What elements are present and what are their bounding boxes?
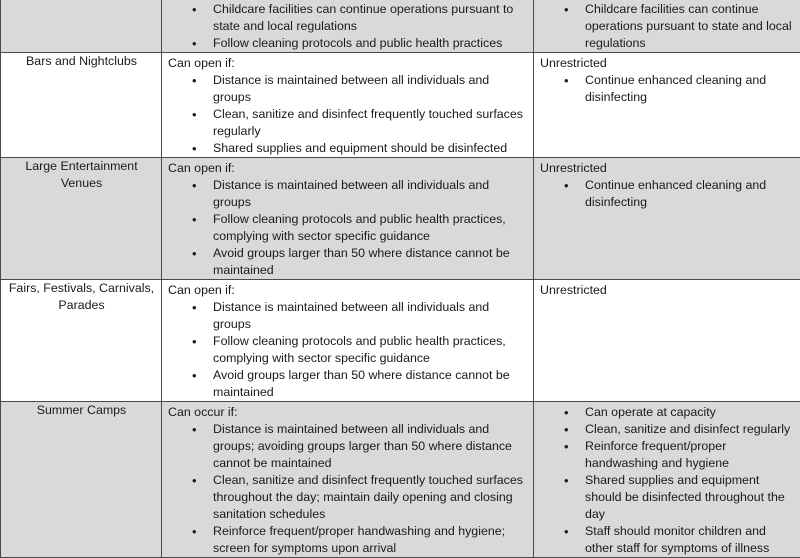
sector-cell bbox=[1, 158, 162, 280]
phase-a-list bbox=[168, 72, 528, 157]
sector-cell bbox=[1, 0, 162, 53]
phase-b-heading: Unrestricted bbox=[540, 158, 795, 177]
list-item: • Avoid groups larger than 50 where distance cannot be maintained bbox=[168, 367, 528, 401]
list-item: • Reinforce frequent/proper handwashing and hygiene; screen for symptoms upon arrival bbox=[168, 523, 528, 557]
list-item: • Continue enhanced cleaning and disinfecting bbox=[540, 72, 795, 106]
list-item: • Distance is maintained between all individuals and groups bbox=[168, 299, 528, 333]
phase-a-list bbox=[168, 0, 528, 52]
sector-name: Fairs, Festivals, Carnivals, Parades bbox=[9, 281, 154, 312]
table-row-large-venues bbox=[1, 158, 800, 280]
list-item: • Childcare facilities can continue operations pursuant to state and local regulations bbox=[540, 1, 795, 52]
phase-b-list bbox=[540, 402, 795, 557]
phase-a-cell bbox=[162, 0, 534, 53]
list-item: • Shared supplies and equipment should be disinfected bbox=[168, 140, 528, 157]
phase-a-heading: Can occur if: bbox=[168, 402, 528, 421]
phase-a-heading: Can open if: bbox=[168, 158, 528, 177]
phase-a-cell bbox=[162, 402, 534, 558]
list-item: • Distance is maintained between all individuals and groups bbox=[168, 72, 528, 106]
sector-name: Bars and Nightclubs bbox=[26, 54, 137, 68]
list-item: • Continue enhanced cleaning and disinfecting bbox=[540, 177, 795, 211]
list-item: • Follow cleaning protocols and public health practices, complying with sector specific guidance bbox=[168, 333, 528, 367]
list-item: • Follow cleaning protocols and public health practices bbox=[168, 35, 528, 52]
list-item: • Shared supplies and equipment should be disinfected throughout the day bbox=[540, 472, 795, 523]
phase-b-list bbox=[540, 177, 795, 211]
list-item: • Distance is maintained between all individuals and groups bbox=[168, 177, 528, 211]
list-item: • Clean, sanitize and disinfect regularly bbox=[540, 421, 795, 438]
list-item: • Reinforce frequent/proper handwashing and hygiene bbox=[540, 438, 795, 472]
phase-b-cell bbox=[534, 280, 800, 402]
sector-cell bbox=[1, 402, 162, 558]
phase-a-list bbox=[168, 177, 528, 279]
phase-b-cell bbox=[534, 53, 800, 158]
phase-a-cell bbox=[162, 53, 534, 158]
sector-name: Large Entertainment Venues bbox=[25, 159, 137, 190]
phase-b-heading: Unrestricted bbox=[540, 53, 795, 72]
phase-b-cell bbox=[534, 0, 800, 53]
table-row-childcare bbox=[1, 0, 800, 53]
phase-a-heading: Can open if: bbox=[168, 53, 528, 72]
list-item: • Distance is maintained between all individuals and groups; avoiding groups larger than 50 where distance cannot be maintained bbox=[168, 421, 528, 472]
list-item: • Avoid groups larger than 50 where distance cannot be maintained bbox=[168, 245, 528, 279]
phase-a-cell bbox=[162, 280, 534, 402]
list-item: • Can operate at capacity bbox=[540, 404, 795, 421]
sector-cell bbox=[1, 280, 162, 402]
sector-cell bbox=[1, 53, 162, 158]
sector-name: Summer Camps bbox=[37, 403, 127, 417]
phase-b-list bbox=[540, 72, 795, 106]
list-item: • Childcare facilities can continue operations pursuant to state and local regulations bbox=[168, 1, 528, 35]
list-item: • Follow cleaning protocols and public health practices, complying with sector specific guidance bbox=[168, 211, 528, 245]
table-row-bars bbox=[1, 53, 800, 158]
phase-b-cell bbox=[534, 402, 800, 558]
phase-b-list bbox=[540, 0, 795, 52]
phase-a-list bbox=[168, 421, 528, 557]
list-item: • Clean, sanitize and disinfect frequently touched surfaces throughout the day; maintain daily opening and closing sanitation schedules bbox=[168, 472, 528, 523]
phase-a-heading: Can open if: bbox=[168, 280, 528, 299]
list-item: • Clean, sanitize and disinfect frequently touched surfaces regularly bbox=[168, 106, 528, 140]
table-row-fairs bbox=[1, 280, 800, 402]
table-row-summer-camps bbox=[1, 402, 800, 558]
phase-a-cell bbox=[162, 158, 534, 280]
phase-b-heading: Unrestricted bbox=[540, 280, 795, 299]
list-item: • Staff should monitor children and other staff for symptoms of illness bbox=[540, 523, 795, 557]
phase-a-list bbox=[168, 299, 528, 401]
phase-b-cell bbox=[534, 158, 800, 280]
